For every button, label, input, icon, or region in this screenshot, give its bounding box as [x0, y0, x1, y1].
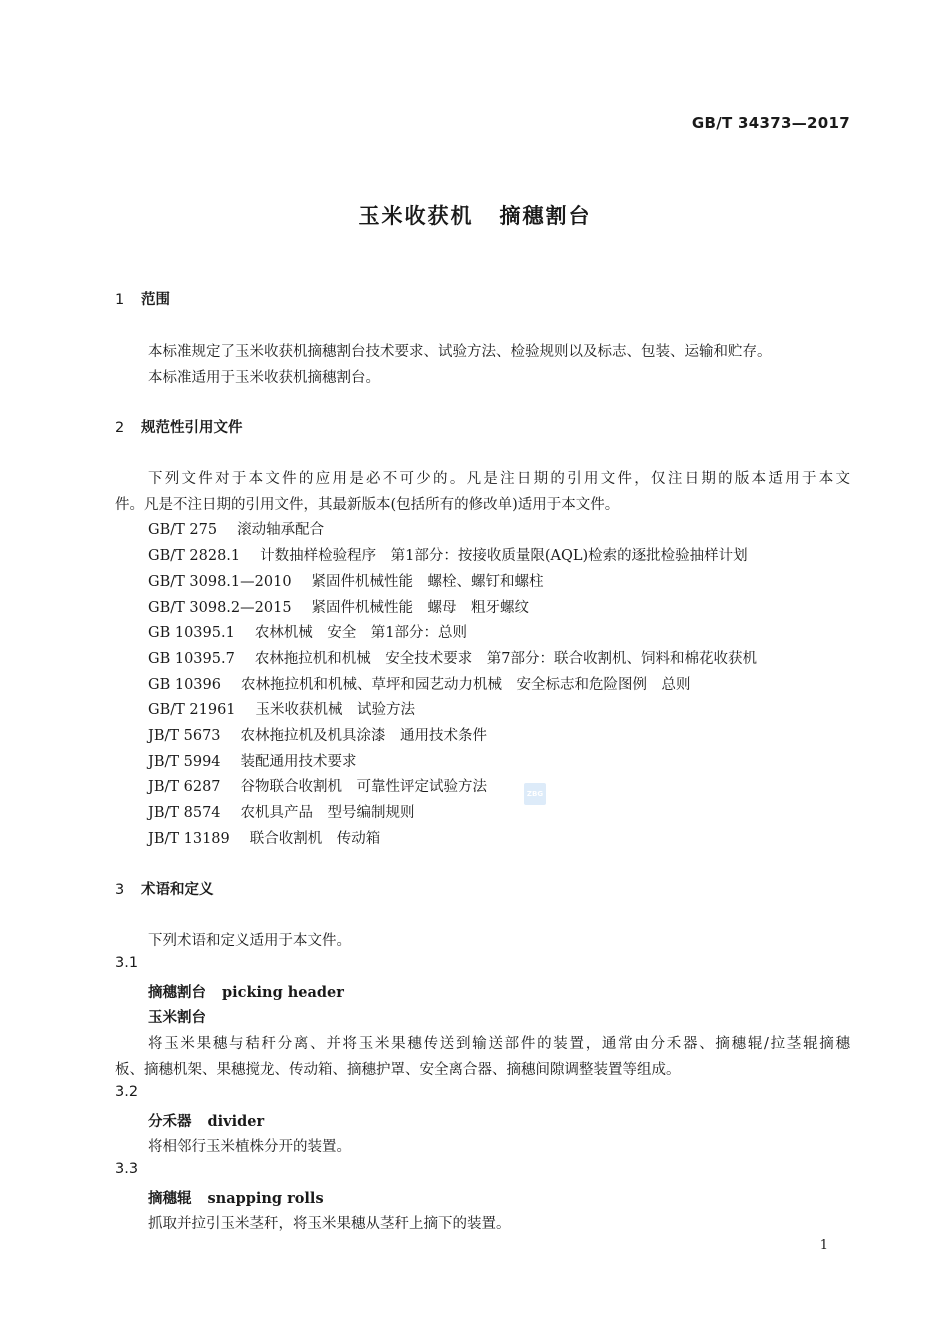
reference-code: GB/T 3098.1—2010: [148, 574, 292, 590]
reference-code: JB/T 13189: [148, 831, 230, 847]
term-zh: 分禾器: [148, 1113, 192, 1130]
reference-code: JB/T 5994: [148, 754, 221, 770]
reference-item: [148, 518, 324, 539]
reference-code: GB 10396: [148, 677, 221, 693]
section-title: 术语和定义: [141, 882, 214, 898]
section-2-heading: [115, 416, 243, 437]
section-3-heading: [115, 878, 214, 899]
reference-item: [148, 724, 487, 745]
refs-intro-line-2: 件。凡是不注日期的引用文件，其最新版本(包括所有的修改单)适用于本文件。: [115, 497, 620, 513]
reference-item: [148, 544, 748, 565]
term-en: picking header: [222, 984, 344, 1001]
reference-title: 谷物联合收割机 可靠性评定试验方法: [240, 779, 488, 795]
reference-code: GB/T 275: [148, 522, 218, 538]
reference-title: 联合收割机 传动箱: [249, 831, 381, 847]
reference-title: 农林拖拉机和机械 安全技术要求 第7部分：联合收割机、饲料和棉花收获机: [254, 651, 758, 667]
document-title: [0, 200, 950, 230]
term-definition-line-1: 将相邻行玉米植株分开的装置。: [148, 1139, 351, 1155]
term-definition-line-2: 板、摘穗机架、果穗搅龙、传动箱、摘穗护罩、安全离合器、摘穗间隙调整装置等组成。: [115, 1062, 681, 1078]
term-en: snapping rolls: [207, 1190, 324, 1207]
section-number: 2: [115, 420, 125, 436]
title-part-2: 摘穗割台: [499, 204, 592, 228]
reference-code: JB/T 6287: [148, 779, 221, 795]
refs-intro-line-1: 下列文件对于本文件的应用是必不可少的。凡是注日期的引用文件，仅注日期的版本适用于本文: [148, 471, 850, 487]
reference-code: GB/T 2828.1: [148, 548, 241, 564]
section-title: 规范性引用文件: [141, 420, 243, 436]
reference-title: 农林拖拉机及机具涂漆 通用技术条件: [240, 728, 488, 744]
term-zh: 摘穗辊: [148, 1190, 192, 1207]
standard-code: GB/T 34373—2017: [691, 114, 850, 132]
term-en: divider: [207, 1113, 265, 1130]
reference-item: [148, 621, 467, 642]
reference-code: JB/T 8574: [148, 805, 221, 821]
section-title: 范围: [141, 292, 170, 308]
section-number: 3: [115, 882, 125, 898]
reference-title: 装配通用技术要求: [240, 754, 357, 770]
reference-title: 滚动轴承配合: [237, 522, 325, 538]
reference-item: [148, 673, 690, 694]
reference-title: 紧固件机械性能 螺母 粗牙螺纹: [311, 600, 530, 616]
reference-title: 紧固件机械性能 螺栓、螺钉和螺柱: [311, 574, 544, 590]
term-zh: 摘穗割台: [148, 984, 206, 1001]
reference-title: 计数抽样检验程序 第1部分：按接收质量限(AQL)检索的逐批检验抽样计划: [260, 548, 748, 564]
section-1-heading: [115, 288, 170, 309]
scope-line-2: 本标准适用于玉米收获机摘穗割台。: [148, 370, 380, 386]
term-number: 3.2: [115, 1084, 139, 1100]
reference-item: [148, 750, 357, 771]
page-number: 1: [819, 1238, 828, 1253]
reference-item: [148, 647, 757, 668]
term-name: [148, 1187, 324, 1208]
reference-item: [148, 827, 380, 848]
reference-code: GB 10395.7: [148, 651, 235, 667]
term-number: 3.1: [115, 955, 139, 971]
title-part-1: 玉米收获机: [358, 204, 474, 228]
reference-code: JB/T 5673: [148, 728, 221, 744]
term-definition-line-1: 抓取并拉引玉米茎秆，将玉米果穗从茎秆上摘下的装置。: [148, 1216, 511, 1232]
scope-line-1: 本标准规定了玉米收获机摘穗割台技术要求、试验方法、检验规则以及标志、包装、运输和贮存。: [148, 344, 772, 360]
reference-title: 农林机械 安全 第1部分：总则: [254, 625, 468, 641]
term-definition-line-1: 将玉米果穗与秸秆分离、并将玉米果穗传送到输送部件的装置，通常由分禾器、摘穗辊/拉茎辊摘穗: [148, 1036, 850, 1052]
terms-intro: 下列术语和定义适用于本文件。: [148, 933, 351, 949]
reference-title: 农林拖拉机和机械、草坪和园艺动力机械 安全标志和危险图例 总则: [240, 677, 691, 693]
reference-title: 农机具产品 型号编制规则: [240, 805, 415, 821]
term-name: [148, 1110, 264, 1131]
reference-title: 玉米收获机械 试验方法: [255, 702, 416, 718]
reference-code: GB 10395.1: [148, 625, 235, 641]
term-number: 3.3: [115, 1161, 139, 1177]
reference-item: [148, 570, 544, 591]
reference-code: GB/T 21961: [148, 702, 236, 718]
term-name: [148, 981, 344, 1002]
reference-item: [148, 698, 415, 719]
term-alt-name: 玉米割台: [148, 1009, 206, 1026]
reference-code: GB/T 3098.2—2015: [148, 600, 292, 616]
reference-item: [148, 775, 487, 796]
reference-item: [148, 801, 415, 822]
watermark-logo: ZBG: [524, 783, 546, 805]
section-number: 1: [115, 292, 125, 308]
reference-item: [148, 596, 529, 617]
